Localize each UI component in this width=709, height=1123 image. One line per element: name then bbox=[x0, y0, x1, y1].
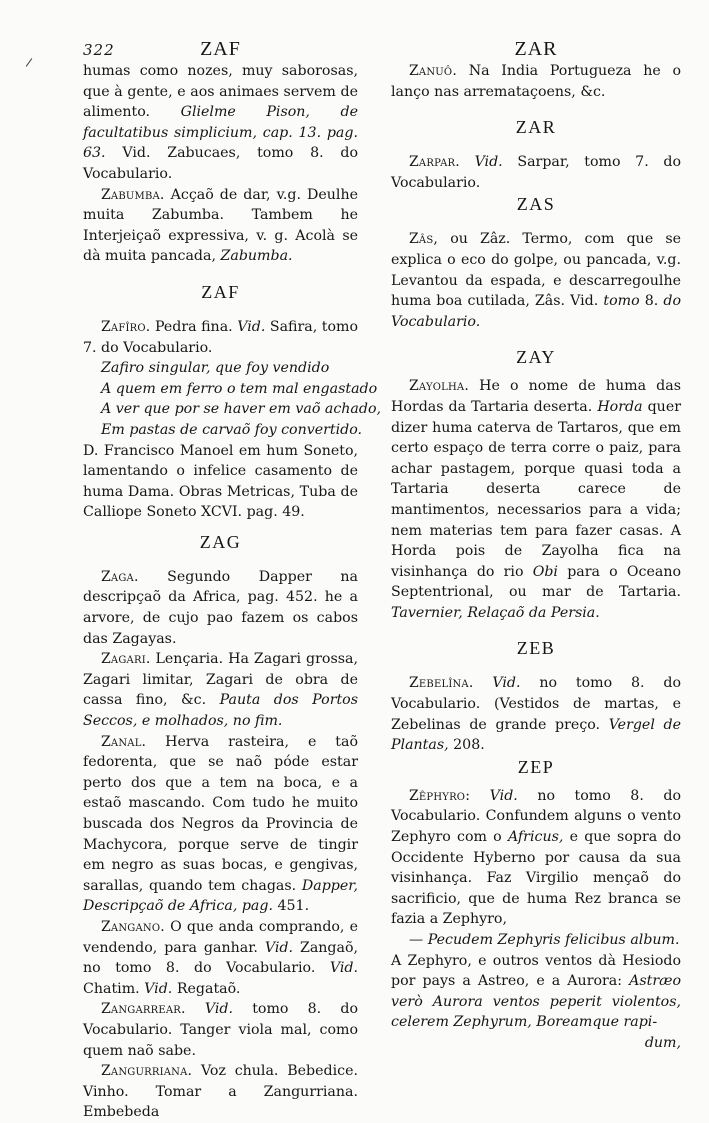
running-head-right: ZAR bbox=[514, 38, 558, 60]
headword: Zagari. bbox=[101, 651, 151, 668]
margin-stroke bbox=[26, 58, 33, 67]
entry-zabumba bbox=[83, 185, 358, 267]
section-heading-zaf: ZAF bbox=[201, 281, 240, 302]
entry-text: ou Zâz. Termo, com que se explica o eco do golpe, ou pancada, v.g. Levantou da espada, e descarregoulhe huma boa cutilada, Zâs. Vid. bbox=[391, 231, 682, 310]
entry-italic: Africus, bbox=[507, 829, 564, 846]
entry-zangurriana bbox=[83, 1061, 358, 1123]
page-number: 322 bbox=[83, 41, 115, 59]
entry-text: no tomo 8. do Vocabulario. Confundem alguns o vento Zephyro com o bbox=[391, 787, 681, 846]
vid-ref: Vid. bbox=[489, 787, 518, 804]
verse-attribution: D. Francisco Manoel em hum Soneto, lamentando o infelice casamento de huma Dama. Obras Metricas, Tuba de Calliope Soneto XCVI. pag. 49. bbox=[83, 442, 358, 521]
entry-zephyro-continued bbox=[391, 951, 681, 1033]
headword: Zanal. bbox=[101, 733, 147, 750]
entry-zafiro bbox=[83, 317, 358, 358]
section-heading-zas: ZAS bbox=[516, 194, 556, 215]
headword: Zanuô. bbox=[409, 63, 457, 79]
vid-ref: Vid. bbox=[144, 980, 173, 997]
verse-quote bbox=[83, 358, 382, 440]
entry-italic: Obi bbox=[532, 563, 558, 580]
entry-zangarrear bbox=[83, 999, 358, 1061]
entry-text: A Zephyro, e outros ventos dà Hesiodo por pays a Astreo, e a Aurora: bbox=[391, 952, 681, 990]
vid-ref: Vid. bbox=[329, 960, 358, 977]
entry-italic: Tavernier, Relaçaõ da Persia. bbox=[391, 604, 600, 621]
left-column bbox=[83, 38, 382, 1123]
entry-text: Chatim. bbox=[83, 980, 140, 997]
entry-zanal bbox=[83, 732, 358, 917]
vid-ref: Vid. bbox=[474, 154, 503, 171]
latin-quote: Astræo verò Aurora ventos peperit violentos, celerem Zephyrum, Boreamque rapi- bbox=[391, 973, 681, 1031]
entry-text: Voz chula. Bebedice. Vinho. Tomar a Zangurriana. Embebeda bbox=[83, 1063, 358, 1121]
headword: Zâs, bbox=[409, 231, 439, 248]
catchword: dum, bbox=[644, 1034, 681, 1051]
entry-text: Acçaõ de dar, v.g. Deulhe muita Zabumba. Tambem he Interjeiçaõ expressiva, v. g. Acolà se dà muita pancada, bbox=[83, 186, 359, 265]
latin-verse: — Pecudem Zephyris felicibus album. bbox=[409, 932, 680, 948]
vid-ref: Vid. bbox=[264, 939, 294, 956]
entry-text: para o Oceano Septentrional, ou mar de Tartaria. bbox=[391, 563, 682, 601]
right-column bbox=[391, 38, 681, 1054]
intro-text: humas como nozes, muy saborosas, que à gente, e aos animaes servem de alimento. bbox=[83, 63, 358, 121]
entry-italic: Horda bbox=[597, 398, 643, 415]
vid-ref: Vid. bbox=[492, 675, 521, 692]
entry-text: Segundo Dapper na descripçaõ da Africa, pag. 452. he a arvore, de cujo pao fazem os cabos das Zagayas. bbox=[83, 568, 359, 647]
headword: Zayolha. bbox=[409, 378, 469, 395]
entry-italic: Vergel de Plantas, bbox=[391, 716, 682, 754]
entry-zephyro bbox=[391, 786, 681, 930]
section-heading-zep: ZEP bbox=[517, 756, 555, 777]
running-head-left: ZAF bbox=[200, 38, 241, 60]
entry-zaga bbox=[83, 567, 358, 649]
entry-text: Zangaõ, no tomo 8. do Vocabulario. bbox=[83, 939, 359, 977]
entry-text: Herva rasteira, e taõ fedorenta, que se naõ póde estar perto dos que a tem na boca, e a estaõ mascando. Com tudo he muito buscada dos Negros da Provincia de Machycora, porque serve de tingir em negro as suas bocas, e gengivas, sarallas, quando tem chagas. bbox=[83, 733, 358, 894]
verse-line: A ver que por se haver em vaõ achado, bbox=[101, 401, 382, 418]
entry-zagari bbox=[83, 649, 358, 731]
entry-text: Na India Portugueza he o lanço nas arremataçoens, &c. bbox=[391, 63, 681, 100]
entry-text: tomo 8. do Vocabulario. Tanger viola mal, como quem naõ sabe. bbox=[83, 1001, 359, 1059]
headword: Zaga. bbox=[101, 568, 139, 585]
entry-zanuo bbox=[391, 61, 681, 102]
volume-ref: 8. bbox=[644, 293, 659, 310]
section-heading-zag: ZAG bbox=[199, 531, 242, 552]
entry-text: Pedra fina. bbox=[154, 318, 233, 335]
entry-text: O que anda comprando, e vendendo, para ganhar. bbox=[83, 918, 358, 956]
entry-text: Sarpar, tomo 7. do Vocabulario. bbox=[391, 154, 681, 191]
headword: Zêphyro: bbox=[409, 787, 471, 804]
entry-text: Lençaria. Ha Zagari grossa, Zagari limitar, Zagari de obra de cassa fino, &c. bbox=[83, 651, 358, 709]
entry-text: Regataõ. bbox=[176, 980, 241, 997]
headword: Zafîro. bbox=[101, 318, 151, 335]
section-heading-zeb: ZEB bbox=[516, 638, 556, 659]
verse-line: Em pastas de carvaõ foy convertido. bbox=[101, 421, 363, 438]
entry-zarpar bbox=[391, 152, 681, 193]
vid-ref: Vid. bbox=[237, 318, 266, 335]
entry-italic: tomo bbox=[603, 293, 640, 310]
entry-continuation bbox=[83, 61, 358, 185]
headword: Zangano. bbox=[101, 918, 165, 935]
entry-text: quer dizer huma caterva de Tartaros, que em certo espaço de terra corre o paiz, para achar pastagem, porque quasi toda a Tartaria deserta carece de mantimentos, necessarios para a vida; nem materias tem para fazer casas. A Horda pois de Zayolha fica na visinhança do rio bbox=[391, 398, 681, 580]
entry-zangano bbox=[83, 917, 358, 999]
entry-text: no tomo 8. do Vocabulario. (Vestidos de martas, e Zebelinas de grande preço. bbox=[391, 675, 681, 733]
headword: Zangarrear. bbox=[101, 1001, 186, 1018]
verse-line: A quem em ferro o tem mal engastado bbox=[101, 380, 378, 397]
intro-citation: Glielme Pison, de facultatibus simplicium, cap. 13. pag. 63. bbox=[83, 104, 358, 162]
vid-ref: Vid. bbox=[204, 1001, 234, 1018]
entry-zebelina bbox=[391, 673, 681, 755]
section-heading-zay: ZAY bbox=[516, 347, 556, 368]
entry-italic: do Vocabulario. bbox=[391, 293, 682, 330]
entry-zas bbox=[391, 229, 681, 332]
headword: Zebelîna. bbox=[409, 675, 474, 692]
headword: Zabumba. bbox=[101, 186, 165, 203]
entry-zayolha bbox=[391, 376, 681, 623]
headword: Zarpar. bbox=[409, 154, 460, 171]
entry-italic: Zabumba. bbox=[220, 248, 293, 265]
page-ref: 208. bbox=[453, 737, 485, 754]
page-ref: 451. bbox=[277, 898, 310, 915]
headword: Zangurriana. bbox=[101, 1063, 193, 1080]
entry-text: Safira, tomo 7. do Vocabulario. bbox=[83, 318, 359, 356]
entry-italic: Dapper, Descripçaõ de Africa, pag. bbox=[83, 877, 358, 915]
intro-tail: Vid. Zabucaes, tomo 8. do Vocabulario. bbox=[83, 145, 358, 182]
section-heading-zar: ZAR bbox=[515, 117, 557, 138]
verse-line: Zafiro singular, que foy vendido bbox=[101, 360, 330, 377]
entry-text: He o nome de huma das Hordas da Tartaria deserta. bbox=[391, 378, 682, 415]
entry-italic: Pauta dos Portos Seccos, e molhados, no fim. bbox=[83, 692, 359, 730]
entry-text: e que sopra do Occidente Hyberno por causa da sua visinhança. Faz Virgilio mençaõ do sacrificio, que de huma Rez branca se fazia a Zephyro, bbox=[391, 829, 682, 928]
